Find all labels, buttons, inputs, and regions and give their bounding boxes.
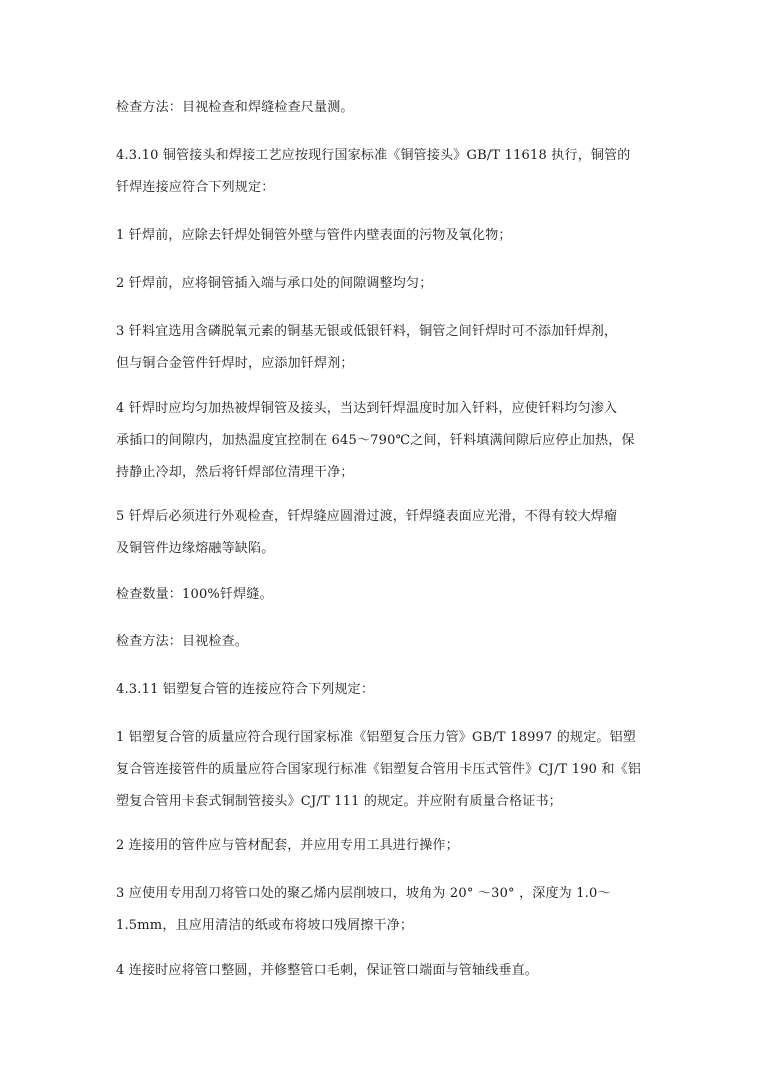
inspection-quantity-paragraph — [116, 579, 656, 611]
text-line: 钎焊连接应符合下列规定： — [116, 180, 275, 195]
text-line: 3 应使用专用刮刀将管口处的聚乙烯内层削坡口，坡角为 20° ～30° ，深度为 1.0～ — [116, 886, 611, 901]
text-line: 1 铝塑复合管的质量应符合现行国家标准《铝塑复合压力管》GB/T 18997 的规定。铝塑 — [116, 730, 637, 745]
list-item-2-b — [116, 830, 656, 862]
text-line: 4 连接时应将管口整圆，并修整管口毛刺，保证管口端面与管轴线垂直。 — [116, 963, 539, 978]
text-line: 检查方法：目视检查和焊缝检查尺量测。 — [116, 100, 354, 115]
inspection-method-paragraph — [116, 92, 656, 124]
list-item-5 — [116, 501, 656, 565]
text-line: 2 钎焊前，应将铜管插入端与承口处的间隙调整均匀； — [116, 276, 433, 291]
list-item-1 — [116, 220, 656, 252]
inspection-method-paragraph-2 — [116, 626, 656, 658]
text-line: 及铜管件边缘熔融等缺陷。 — [116, 541, 275, 556]
list-item-3-b — [116, 878, 656, 942]
text-line: 检查方法：目视检查。 — [116, 634, 249, 649]
list-item-2 — [116, 268, 656, 300]
list-item-3 — [116, 316, 656, 380]
clause-4-3-11-heading — [116, 674, 656, 706]
text-line: 1 钎焊前，应除去钎焊处铜管外壁与管件内壁表面的污物及氧化物； — [116, 228, 512, 243]
list-item-4-b — [116, 955, 656, 987]
text-line: 2 连接用的管件应与管材配套，并应用专用工具进行操作； — [116, 838, 459, 853]
text-line: 5 钎焊后必须进行外观检查，钎焊缝应圆滑过渡，钎焊缝表面应光滑，不得有较大焊瘤 — [116, 509, 618, 524]
text-line: 持静止冷却，然后将钎焊部位清理干净； — [116, 465, 354, 480]
list-item-4 — [116, 393, 656, 489]
list-item-1-b — [116, 722, 656, 818]
text-line: 1.5mm，且应用清洁的纸或布将坡口残屑擦干净； — [116, 918, 414, 933]
text-line: 3 钎料宜选用含磷脱氧元素的铜基无银或低银钎料，铜管之间钎焊时可不添加钎焊剂， — [116, 324, 618, 339]
text-line: 检查数量：100%钎焊缝。 — [116, 587, 273, 602]
text-line: 4.3.10 铜管接头和焊接工艺应按现行国家标准《铜管接头》GB/T 11618 执行，铜管的 — [116, 148, 631, 163]
text-line: 4 钎焊时应均匀加热被焊铜管及接头，当达到钎焊温度时加入钎料，应使钎料均匀渗入 — [116, 401, 618, 416]
clause-4-3-10-heading — [116, 140, 656, 204]
text-line: 复合管连接管件的质量应符合国家现行标准《铝塑复合管用卡压式管件》CJ/T 190 和《铝 — [116, 762, 642, 777]
text-line: 承插口的间隙内，加热温度宜控制在 645～790℃之间，钎料填满间隙后应停止加热，保 — [116, 433, 635, 448]
text-line: 塑复合管用卡套式铜制管接头》CJ/T 111 的规定。并应附有质量合格证书； — [116, 794, 562, 809]
text-line: 但与铜合金管件钎焊时，应添加钎焊剂； — [116, 356, 354, 371]
text-line: 4.3.11 铝塑复合管的连接应符合下列规定： — [116, 682, 375, 697]
